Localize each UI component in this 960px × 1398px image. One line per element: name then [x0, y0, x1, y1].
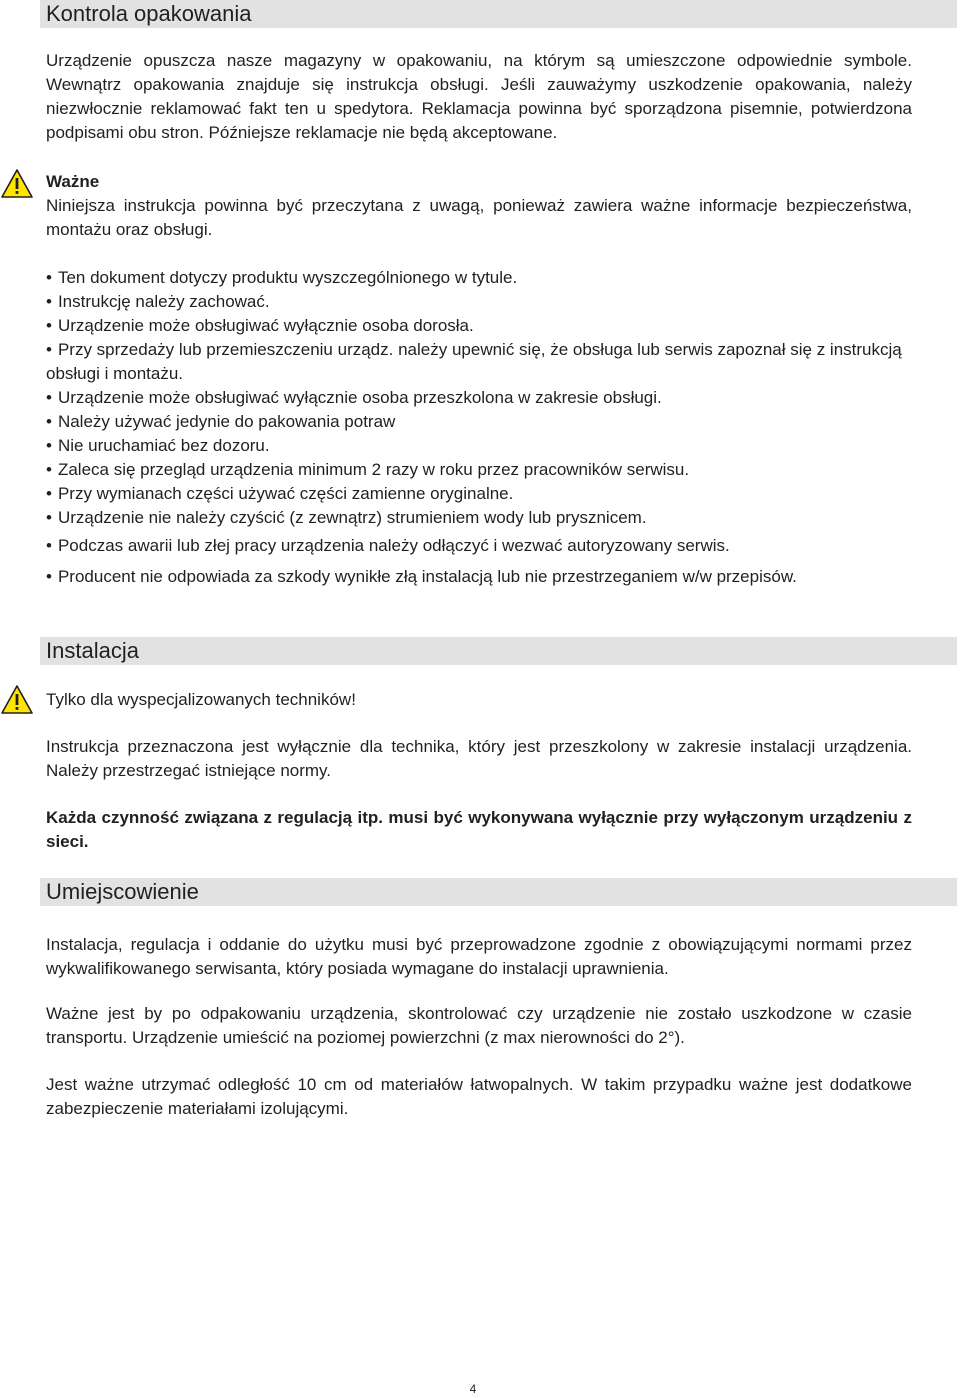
- list-item: • Producent nie odpowiada za szkody wynikłe złą instalacją lub nie przestrzeganiem w/w przepisów.: [46, 562, 912, 591]
- warning-triangle-icon: [0, 168, 34, 200]
- list-item: • Przy sprzedaży lub przemieszczeniu urządz. należy upewnić się, że obsługa lub serwis zapoznał się z instrukcją obsługi i montażu.: [46, 338, 912, 386]
- list-item: • Urządzenie może obsługiwać wyłącznie osoba przeszkolona w zakresie obsługi.: [46, 386, 912, 410]
- list-item: • Urządzenie może obsługiwać wyłącznie osoba dorosła.: [46, 314, 912, 338]
- section-heading-location: Umiejscowienie: [40, 878, 957, 906]
- important-paragraph: Niniejsza instrukcja powinna być przeczytana z uwagą, ponieważ zawiera ważne informacje bezpieczeństwa, montażu oraz obsługi.: [46, 196, 912, 239]
- important-bullet-list: [46, 266, 912, 591]
- installation-paragraph: Instrukcja przeznaczona jest wyłącznie dla technika, który jest przeszkolony w zakresie instalacji urządzenia. Należy przestrzegać istniejące normy.: [46, 737, 912, 780]
- list-item: • Ten dokument dotyczy produktu wyszczególnionego w tytule.: [46, 266, 912, 290]
- installation-bold-paragraph: Każda czynność związana z regulacją itp. musi być wykonywana wyłącznie przy wyłączonym urządzeniu z sieci.: [46, 808, 912, 851]
- location-paragraph-2: Ważne jest by po odpakowaniu urządzenia, skontrolować czy urządzenie nie zostało uszkodzone w czasie transportu. Urządzenie umieścić na poziomej powierzchni (z max nierowności do 2°).: [46, 1004, 912, 1047]
- section-heading-packaging: Kontrola opakowania: [40, 0, 957, 28]
- location-paragraph-1: Instalacja, regulacja i oddanie do użytku musi być przeprowadzone zgodnie z obowiązującymi normami przez wykwalifikowanego serwisanta, który posiada wymagane do instalacji uprawnienia.: [46, 935, 912, 978]
- list-item: • Nie uruchamiać bez dozoru.: [46, 434, 912, 458]
- list-item: • Zaleca się przegląd urządzenia minimum 2 razy w roku przez pracowników serwisu.: [46, 458, 912, 482]
- list-item: • Podczas awarii lub złej pracy urządzenia należy odłączyć i wezwać autoryzowany serwis.: [46, 534, 912, 558]
- section-heading-installation: Instalacja: [40, 637, 957, 665]
- installation-warning-text: Tylko dla wyspecjalizowanych techników!: [46, 690, 356, 709]
- location-paragraph-3: Jest ważne utrzymać odległość 10 cm od materiałów łatwopalnych. W takim przypadku ważne jest dodatkowe zabezpieczenie materiałami izolującymi.: [46, 1075, 912, 1118]
- list-item: • Przy wymianach części używać części zamienne oryginalne.: [46, 482, 912, 506]
- warning-triangle-icon: [0, 684, 34, 716]
- list-item: • Należy używać jedynie do pakowania potraw: [46, 410, 912, 434]
- list-item: • Instrukcję należy zachować.: [46, 290, 912, 314]
- list-item: • Urządzenie nie należy czyścić (z zewnątrz) strumieniem wody lub prysznicem.: [46, 506, 912, 530]
- packaging-paragraph: Urządzenie opuszcza nasze magazyny w opakowaniu, na którym są umieszczone odpowiednie symbole. Wewnątrz opakowania znajduje się instrukcja obsługi. Jeśli zauważymy uszkodzenie opakowania, należy niezwłocznie reklamować fakt ten u spedytora. Reklamacja powinna być sporządzona pisemnie, potwierdzona podpisami obu stron. Późniejsze reklamacje nie będą akceptowane.: [46, 51, 912, 142]
- important-title: Ważne: [46, 172, 100, 191]
- page-number: 4: [469, 1382, 477, 1396]
